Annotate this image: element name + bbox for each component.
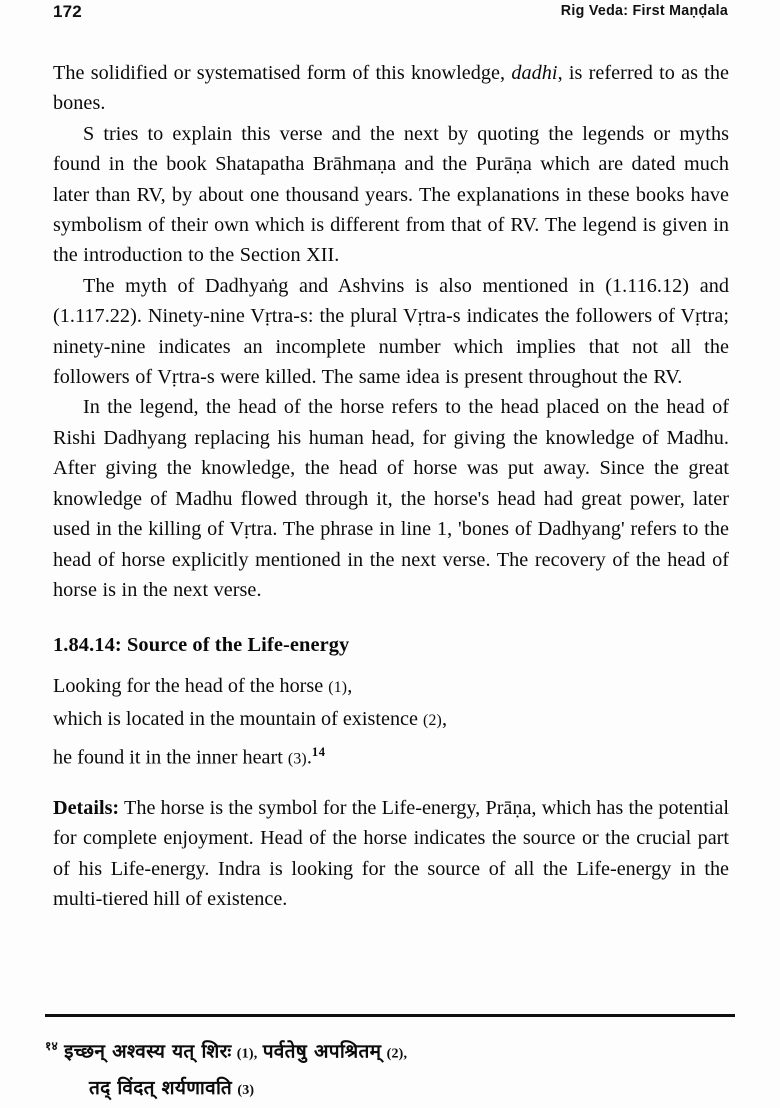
section-heading: 1.84.14: Source of the Life-energy	[53, 634, 350, 657]
footnote-sanskrit-1a: इच्छन् अश्वस्य यत् शिरः	[64, 1040, 232, 1063]
verse-line-1	[53, 671, 729, 704]
paragraph-3: The myth of Dadhyaṅg and Ashvins is also mentioned in (1.116.12) and (1.117.22). Ninety-nine Vṛtra-s: the plural Vṛtra-s indicates the followers of Vṛtra; ninety-nine indicates an incomplete number which implies that not all the followers of Vṛtra-s were killed. The same idea is present throughout the RV.	[53, 274, 729, 389]
verse-line-3	[53, 737, 729, 775]
verse-line-1-text: Looking for the head of the horse	[53, 675, 324, 698]
verse-line-2-number: (2)	[423, 711, 442, 729]
paragraph-1	[53, 58, 729, 119]
footnote-line-1	[45, 1029, 735, 1071]
page-number: 172	[53, 2, 82, 21]
verse-line-2-text: which is located in the mountain of existence	[53, 707, 418, 730]
verse-block	[53, 671, 729, 775]
verse-line-2	[53, 704, 729, 737]
verse-line-3-number: (3)	[287, 750, 307, 768]
verse-line-2-trailing: ,	[441, 707, 448, 730]
italic-term-dadhi: dadhi	[511, 62, 558, 84]
details-label: Details:	[53, 796, 120, 819]
text-column	[53, 58, 729, 914]
footnote-number-1b: (2),	[386, 1046, 408, 1062]
footnote-zone	[45, 1014, 735, 1108]
verse-line-3-trailing: .	[306, 746, 312, 769]
running-head-title: Rig Veda: First Maṇḍala	[560, 2, 728, 19]
details-paragraph	[53, 793, 729, 915]
verse-line-1-number: (1)	[328, 679, 348, 697]
paragraph-1-seg-3: , is referred to as the bones.	[53, 62, 729, 115]
footnote-separator-rule	[45, 1014, 735, 1017]
footnote-line-2	[45, 1071, 735, 1108]
footnote-marker: १४	[45, 1039, 59, 1053]
paragraph-4: In the legend, the head of the horse refers to the head placed on the head of Rishi Dadhyang replacing his human head, for giving the knowledge of Madhu. After giving the knowledge, the head of horse was put away. Since the great knowledge of Madhu flowed through it, the horse's head had great power, later used in the killing of Vṛtra. The phrase in line 1, 'bones of Dadhyang' refers to the head of horse explicitly mentioned in the next verse. The recovery of the head of horse is in the next verse.	[53, 396, 729, 601]
paragraph-1-seg-1: The solidified or systematised form of this knowledge,	[53, 62, 512, 84]
footnote-reference-marker: 14	[311, 744, 326, 759]
footnote-number-1a: (1),	[236, 1046, 258, 1062]
verse-line-3-text: he found it in the inner heart	[53, 746, 283, 769]
details-text: The horse is the symbol for the Life-energy, Prāṇa, which has the potential for complete enjoyment. Head of the horse indicates the source or the crucial part of his Life-energy. Indra is looking for the source of all the Life-energy in the multi-tiered hill of existence.	[53, 796, 729, 911]
footnote-sanskrit-1b: पर्वतेषु अपश्रितम्	[262, 1040, 382, 1063]
paragraph-2: S tries to explain this verse and the next by quoting the legends or myths found in the book Shatapatha Brāhmaṇa and the Purāṇa which are dated much later than RV, by about one thousand years. The explanations in these books have symbolism of their own which is different from that of RV. The legend is given in the introduction to the Section XII.	[53, 122, 729, 267]
footnote-sanskrit-2: तद् विंदत् शर्यणावति	[89, 1077, 233, 1100]
running-head	[53, 2, 728, 26]
footnote-body	[45, 1029, 735, 1108]
footnote-number-2: (3)	[237, 1083, 255, 1099]
verse-line-1-trailing: ,	[347, 675, 353, 698]
